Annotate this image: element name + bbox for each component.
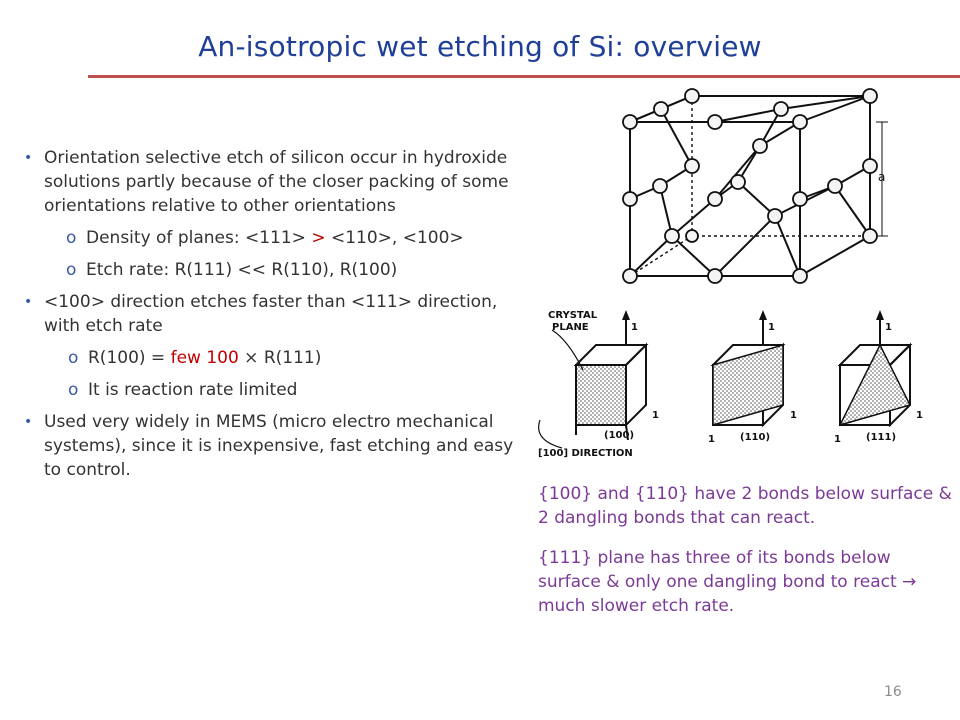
axis-unit-label: 1: [885, 322, 892, 333]
title-underline: [88, 75, 960, 78]
plane-100-label: (100): [604, 430, 635, 441]
subbullet-etch-rate: [22, 258, 522, 282]
etch-rate-text: Etch rate: R(111) << R(110), R(100): [86, 260, 398, 280]
subbullet-marker: o: [66, 228, 77, 248]
bullet-list: [22, 146, 522, 490]
direction-label: [100] DIRECTION: [538, 448, 633, 459]
note-100-110: {100} and {110} have 2 bonds below surface & 2 dangling bonds that can react.: [538, 484, 952, 528]
density-gt: >: [311, 228, 326, 248]
bullet-orientation-selective: [22, 146, 522, 218]
bullet-100-direction: [22, 290, 522, 338]
subbullet-reaction-rate: [22, 378, 522, 402]
reaction-rate-text: It is reaction rate limited: [88, 380, 298, 400]
subbullet-marker: o: [68, 348, 79, 368]
crystal-planes-figure: [528, 300, 948, 460]
plane-111-label: (111): [866, 432, 897, 443]
diamond-lattice-figure: [600, 86, 890, 298]
axis-unit-label: 1: [631, 322, 638, 333]
subbullet-marker: o: [66, 260, 77, 280]
axis-unit-label: 1: [916, 410, 923, 421]
subbullet-r100: [22, 346, 522, 370]
density-text-pre: Density of planes: <111>: [86, 228, 312, 248]
bullet-text: Orientation selective etch of silicon occur in hydroxide solutions partly because of the closer packing of some orientations relative to other orientations: [44, 148, 509, 216]
axis-unit-label: 1: [708, 434, 715, 445]
crystal-plane-label-2: PLANE: [552, 322, 589, 333]
bullet-text: Used very widely in MEMS (micro electro mechanical systems), since it is inexpensive, fast etching and easy to control.: [44, 412, 514, 480]
axis-unit-label: 1: [768, 322, 775, 333]
crystal-plane-label-1: CRYSTAL: [548, 310, 598, 321]
slide-title: An-isotropic wet etching of Si: overview: [198, 30, 762, 63]
r100-post: × R(111): [238, 348, 322, 368]
note-111: {111} plane has three of its bonds below surface & only one dangling bond to react → much slower etch rate.: [538, 548, 917, 616]
subbullet-marker: o: [68, 380, 79, 400]
bullet-mems: [22, 410, 522, 482]
axis-unit-label: 1: [834, 434, 841, 445]
subbullet-density: [22, 226, 522, 250]
axis-unit-label: 1: [652, 410, 659, 421]
page-number: 16: [884, 684, 902, 700]
r100-few: few 100: [170, 348, 239, 368]
plane-110-label: (110): [740, 432, 771, 443]
bullet-text: <100> direction etches faster than <111> direction, with etch rate: [44, 292, 498, 336]
axis-unit-label: 1: [790, 410, 797, 421]
r100-pre: R(100) =: [88, 348, 171, 368]
density-text-post: <110>, <100>: [325, 228, 464, 248]
lattice-dimension-label: a: [878, 170, 886, 184]
